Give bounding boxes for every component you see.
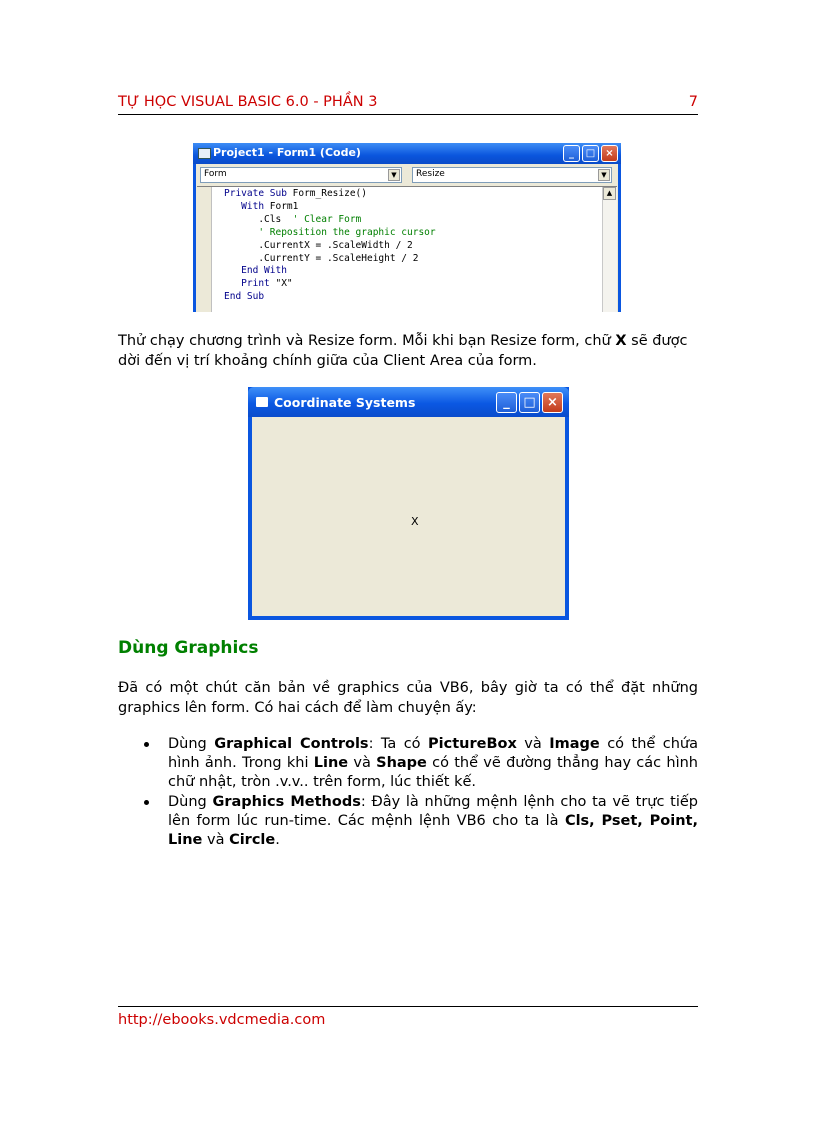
bullet-text: : Ta có — [368, 736, 429, 752]
minimize-button — [563, 145, 580, 162]
code-window-titlebar — [193, 143, 621, 164]
footer-divider — [118, 1006, 698, 1007]
coordinate-systems-window-screenshot — [248, 387, 569, 620]
close-button — [601, 145, 618, 162]
bullet-bold: Cls, Pset, Point, Line — [168, 813, 698, 848]
code-token: Print — [224, 278, 276, 290]
code-comment: ' Reposition the graphic cursor — [224, 226, 436, 238]
form-client-area — [252, 417, 565, 616]
bullet-icon — [144, 742, 149, 747]
header-divider — [118, 114, 698, 115]
object-combo — [200, 167, 402, 183]
form-icon — [256, 397, 268, 407]
close-button — [542, 392, 563, 413]
bullet-text: Dùng — [168, 794, 213, 810]
code-token: .CurrentY = .ScaleHeight / 2 — [224, 252, 419, 264]
chevron-down-icon: ▼ — [598, 169, 610, 181]
scroll-up-icon: ▲ — [603, 187, 616, 200]
code-comment: ' Clear Form — [292, 213, 362, 225]
bullet-text: và — [348, 755, 377, 771]
procedure-combo — [412, 167, 612, 183]
demo-window-title: Coordinate Systems — [274, 395, 416, 410]
maximize-icon: □ — [523, 395, 536, 410]
code-margin — [197, 187, 212, 312]
code-listing — [224, 188, 436, 304]
code-token: .CurrentX = .ScaleWidth / 2 — [224, 239, 413, 251]
code-window-title: Project1 - Form1 (Code) — [213, 146, 361, 159]
code-token: .Cls — [224, 213, 293, 225]
bullet-text: có thể vẽ đường thẳng hay các hình chữ nhật, tròn .v.v.. trên form, lúc thiết kế. — [168, 755, 698, 790]
bullet-text: có thể chứa hình ảnh. Trong khi — [168, 736, 699, 771]
bullet-bold: PictureBox — [428, 736, 517, 752]
vb-code-window-icon — [198, 148, 211, 159]
chevron-down-icon: ▼ — [388, 169, 400, 181]
intro-text-1: Thử chạy chương trình và Resize form. Mỗi khi bạn Resize form, chữ — [118, 333, 616, 349]
bullet-text: Dùng — [168, 736, 215, 752]
bullet-text: : Đây là những mệnh lệnh cho ta vẽ trực tiếp lên form lúc run-time. Các mệnh lệnh VB6 cho ta là — [168, 794, 698, 829]
code-token: Private Sub — [224, 188, 293, 199]
printed-x-character: X — [411, 515, 419, 528]
code-token: End Sub — [224, 291, 265, 303]
running-header-title: TỰ HỌC VISUAL BASIC 6.0 - PHẦN 3 — [118, 94, 378, 110]
vb-code-window-screenshot — [193, 143, 621, 312]
maximize-icon: □ — [585, 148, 596, 159]
minimize-icon: _ — [503, 395, 510, 410]
bullet-text: và — [516, 736, 550, 752]
close-icon: × — [547, 395, 558, 410]
bullet-text: . — [275, 832, 280, 848]
vertical-scrollbar — [602, 187, 617, 312]
bullet-list — [118, 735, 698, 851]
list-item — [118, 793, 698, 850]
maximize-button — [582, 145, 599, 162]
footer-url-link[interactable]: http://ebooks.vdcmedia.com — [118, 1012, 326, 1028]
section-paragraph: Đã có một chút căn bản về graphics của VB6, bây giờ ta có thể đặt những graphics lên form. Có hai cách để làm chuyện ấy: — [118, 680, 698, 716]
code-token: Form1 — [269, 200, 299, 212]
bullet-bold: Graphical Controls — [214, 736, 369, 752]
bullet-bold: Shape — [376, 755, 427, 771]
minimize-button — [496, 392, 517, 413]
close-icon: × — [605, 148, 614, 159]
code-token: "X" — [275, 278, 293, 290]
code-window-controls — [563, 145, 618, 162]
code-token: Form_Resize() — [292, 188, 367, 199]
page-number: 7 — [688, 94, 698, 110]
bullet-bold: Image — [549, 736, 600, 752]
code-token: With — [224, 200, 270, 212]
procedure-combo-value: Resize — [416, 169, 445, 179]
demo-window-titlebar — [248, 387, 569, 417]
code-window-body — [196, 164, 618, 312]
intro-bold-x: X — [615, 333, 627, 349]
minimize-icon: _ — [569, 148, 574, 159]
bullet-bold: Line — [313, 755, 349, 771]
maximize-button — [519, 392, 540, 413]
code-token: End With — [224, 265, 287, 277]
code-editor — [197, 186, 617, 312]
object-combo-value: Form — [204, 169, 227, 179]
list-item — [118, 735, 698, 792]
section-heading: Dùng Graphics — [118, 638, 259, 658]
bullet-text: và — [202, 832, 230, 848]
demo-window-controls — [496, 392, 563, 413]
intro-text-2: sẽ được dời đến vị trí khoảng chính giữa của Client Area của form. — [118, 333, 688, 369]
intro-paragraph — [118, 331, 698, 371]
bullet-bold: Graphics Methods — [212, 794, 361, 810]
bullet-icon — [144, 800, 149, 805]
bullet-bold: Circle — [229, 832, 276, 848]
